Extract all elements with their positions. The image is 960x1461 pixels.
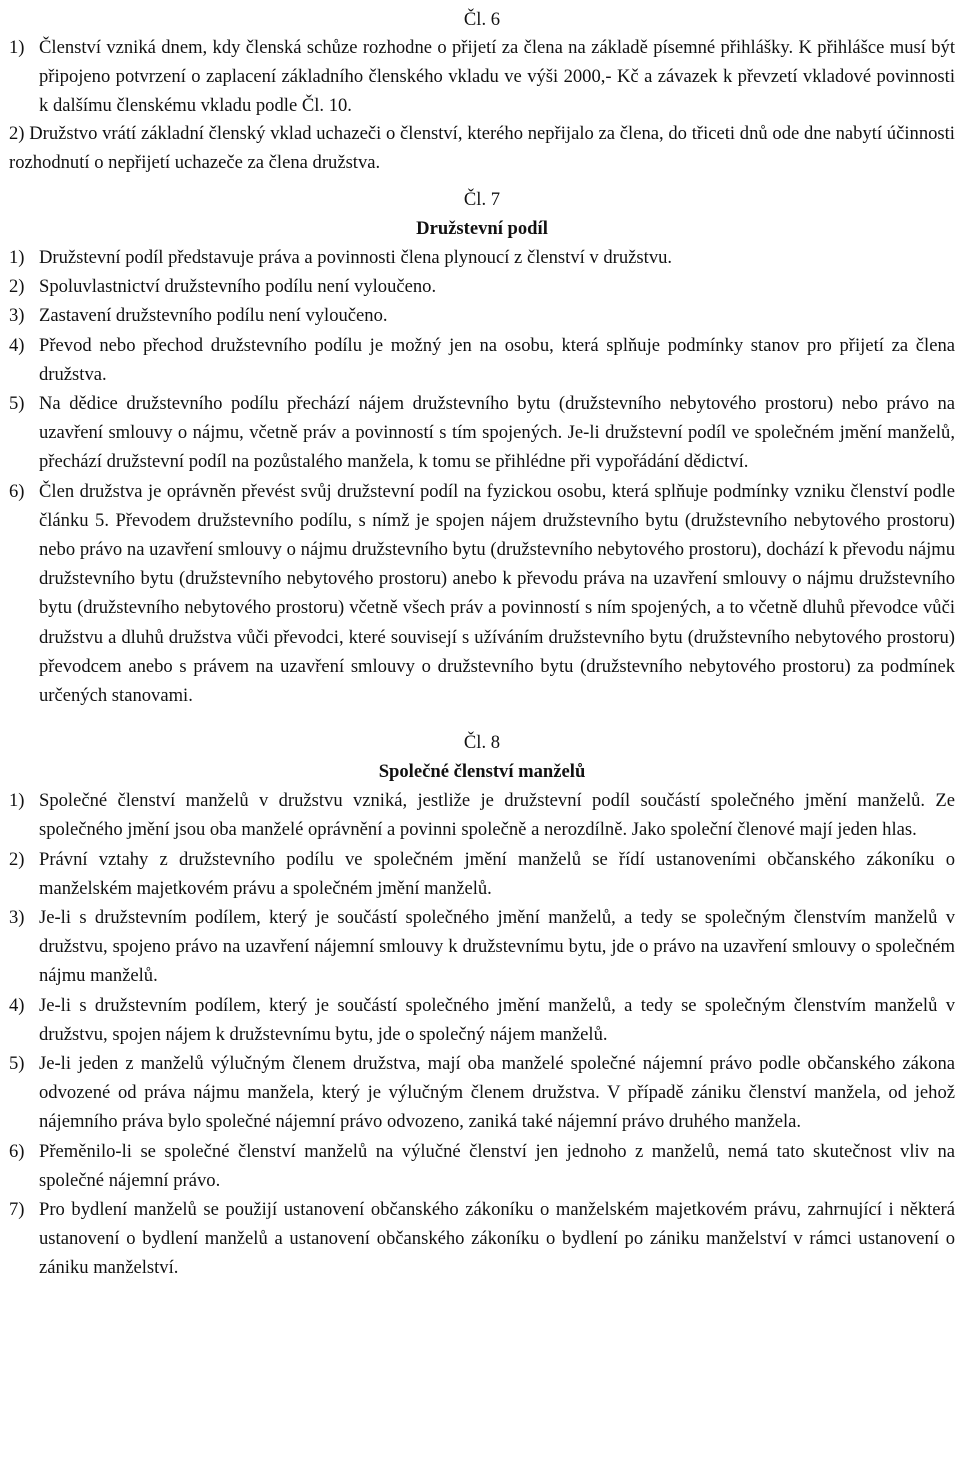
item-text: Pro bydlení manželů se použijí ustanovení občanského zákoníku o manželském majetkovém právu, zahrnující i některá ustanovení o bydlení manželů a ustanovení občanského zákoníku o bydlení po zániku manželství v rámci ustanovení o zániku manželství.: [39, 1199, 955, 1279]
item-text: Společné členství manželů v družstvu vzniká, jestliže je družstevní podíl součástí společného jmění manželů. Ze společného jmění jsou oba manželé oprávnění a povinni společně a nerozdílně. Jako společní členové mají jeden hlas.: [39, 790, 955, 841]
article-8-heading: [9, 728, 955, 786]
article-6-items: [9, 34, 955, 178]
item-marker: 4): [9, 334, 25, 356]
article-7: [9, 185, 955, 710]
item-marker: 6): [9, 1140, 25, 1162]
item-marker: 5): [9, 1053, 25, 1075]
item-text: Člen družstva je oprávněn převést svůj družstevní podíl na fyzickou osobu, která splňuje podmínky vzniku členství podle článku 5. Převodem družstevního podílu, s nímž je spojen nájem družstevního bytu (družstevního nebytového prostoru) nebo právo na uzavření smlouvy o nájmu družstevního bytu (družstevního nebytového prostoru), dochází k převodu nájmu družstevního bytu (družstevního nebytového prostoru) anebo k převodu práva na uzavření smlouvy o nájmu družstevního bytu (družstevního nebytového prostoru) včetně všech práv a povinností s ním spojených, a to včetně dluhů převodce vůči družstvu a dluhů družstva vůči převodci, které souvisejí s užíváním družstevního bytu (družstevního nebytového prostoru) převodcem anebo s právem na uzavření smlouvy o družstevního bytu (družstevního nebytového prostoru) za podmínek určených stanovami.: [39, 480, 955, 707]
list-item: [9, 845, 955, 903]
item-marker: 1): [9, 790, 25, 812]
list-item: [9, 1049, 955, 1137]
list-item: [9, 34, 955, 120]
list-item: [9, 991, 955, 1049]
article-number: Čl. 7: [463, 188, 501, 210]
list-item: [9, 331, 955, 389]
item-text: Je-li jeden z manželů výlučným členem družstva, mají oba manželé společné nájemní právo podle občanského zákona odvozené od práva nájmu manžela, který je výlučným členem družstva. V případě zániku členství manžela, od jehož nájemního práva bylo společné nájemní právo odvozeno, zaniká také nájemní právo druhého manžela.: [39, 1053, 955, 1133]
list-item: [9, 1195, 955, 1283]
list-item: [9, 243, 955, 272]
item-text: Družstvo vrátí základní členský vklad uchazeči o členství, kterého nepřijalo za člena, do třiceti dnů ode dne nabytí účinnosti rozhodnutí o nepřijetí uchazeče za člena družstva.: [9, 123, 955, 174]
item-text: Na dědice družstevního podílu přechází nájem družstevního bytu (družstevního nebytového prostoru) nebo právo na uzavření smlouvy o nájmu, včetně práv a povinností s tím spojených. Je-li družstevní podíl ve společném jmění manželů, přechází družstevní podíl na pozůstalého manžela, k tomu se přihlédne při vypořádání dědictví.: [39, 393, 955, 473]
article-8-items: [9, 786, 955, 1282]
list-item: [9, 389, 955, 477]
article-7-heading: [9, 185, 955, 243]
item-text: Právní vztahy z družstevního podílu ve společném jmění manželů se řídí ustanoveními občanského zákoníku o manželském majetkovém právu a společném jmění manželů.: [39, 848, 955, 899]
list-item: [9, 786, 955, 844]
item-text: Je-li s družstevním podílem, který je součástí společného jmění manželů, a tedy se společným členstvím manželů v družstvu, spojeno právo na uzavření nájemní smlouvy k družstevnímu bytu, jde o právo na uzavření smlouvy o společném nájmu manželů.: [39, 907, 955, 987]
item-text: Družstevní podíl představuje práva a povinnosti člena plynoucí z členství v družstvu.: [39, 246, 673, 268]
list-item: [9, 477, 955, 711]
item-marker: 4): [9, 994, 25, 1016]
item-text: Spoluvlastnictví družstevního podílu není vyloučeno.: [39, 276, 437, 298]
item-marker: 1): [9, 246, 25, 268]
article-6-heading: [9, 5, 955, 34]
item-marker: 7): [9, 1199, 25, 1221]
list-item: [9, 120, 955, 178]
article-number: Čl. 8: [463, 732, 501, 754]
list-item: [9, 272, 955, 301]
article-title: Družstevní podíl: [416, 217, 548, 239]
item-marker: 2): [9, 848, 25, 870]
item-marker: 2): [9, 276, 25, 298]
item-marker: 2): [9, 123, 25, 145]
item-text: Je-li s družstevním podílem, který je součástí společného jmění manželů, a tedy se společným členstvím manželů v družstvu, spojen nájem k družstevnímu bytu, jde o společný nájem manželů.: [39, 994, 955, 1045]
item-text: Převod nebo přechod družstevního podílu je možný jen na osobu, která splňuje podmínky stanov pro přijetí za člena družstva.: [39, 334, 955, 385]
item-marker: 3): [9, 907, 25, 929]
item-marker: 3): [9, 305, 25, 327]
article-title: Společné členství manželů: [378, 761, 586, 783]
item-marker: 5): [9, 393, 25, 414]
article-7-items: [9, 243, 955, 710]
item-marker: 1): [9, 37, 25, 58]
item-text: Členství vzniká dnem, kdy členská schůze rozhodne o přijetí za člena na základě písemné přihlášky. K přihlášce musí být připojeno potvrzení o zaplacení základního členského vkladu ve výši 2000,- Kč a závazek k převzetí vkladové povinnosti k dalšímu členskému vkladu podle Čl. 10.: [39, 37, 955, 116]
list-item: [9, 301, 955, 330]
article-6: [9, 5, 955, 178]
list-item: [9, 1137, 955, 1195]
article-number: Čl. 6: [463, 9, 501, 30]
item-marker: 6): [9, 480, 25, 502]
item-text: Přeměnilo-li se společné členství manželů na výlučné členství jen jednoho z manželů, nemá tato skutečnost vliv na společné nájemní právo.: [39, 1140, 955, 1191]
list-item: [9, 903, 955, 991]
article-8: [9, 728, 955, 1282]
item-text: Zastavení družstevního podílu není vyloučeno.: [39, 305, 388, 327]
